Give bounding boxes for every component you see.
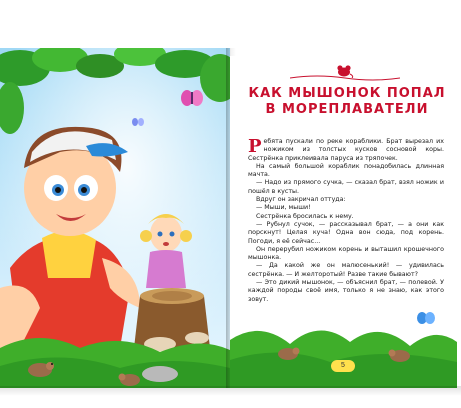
grass bbox=[0, 338, 230, 388]
rock bbox=[142, 366, 178, 382]
page-bottom-shadow bbox=[0, 386, 461, 396]
page-number: 5 bbox=[331, 360, 355, 372]
paragraph: Он перерубил ножиком корень и выташил крошечного мышонка. bbox=[248, 245, 444, 262]
paragraph: — Да какой же он малюсенький! — удивилась сестрёнка. — И желторотый! Разве такие бывают? bbox=[248, 262, 444, 278]
illustration bbox=[0, 48, 230, 388]
paragraph: — Мыши, мыши! bbox=[256, 204, 311, 212]
title-line-1: КАК МЫШОНОК ПОПАЛ bbox=[248, 86, 446, 101]
paragraph: Ребята пускали по реке кораблики. Брат вырезал их ножиком из толстых кусков сосновой коры. Сестрёнка приклеивала паруса из тряпочек. bbox=[248, 136, 444, 162]
butterfly-icon bbox=[417, 312, 435, 324]
drop-cap: Р bbox=[248, 136, 262, 157]
bottom-grass bbox=[230, 300, 457, 388]
story-text bbox=[248, 138, 444, 304]
paragraph: — Это дикий мышонок, — объяснил брат, — полевой. У каждой породы своё имя, только я не знаю, как этого зовут. bbox=[248, 279, 444, 303]
paragraph: — Надо из прямого сучка, — сказал брат, взял ножик и пошёл в кусты. bbox=[248, 179, 444, 195]
paragraph: Сестрёнка бросилась к нему. bbox=[256, 212, 354, 220]
butterfly-icon bbox=[181, 90, 203, 106]
story-title bbox=[242, 86, 452, 118]
title-line-2: В МОРЕПЛАВАТЕЛИ bbox=[265, 102, 429, 117]
paragraph: На самый большой кораблик понадобилась длинная мачта. bbox=[248, 162, 444, 179]
paragraph: — Рубнул сучок, — рассказывал брат, — а они как порскнут! Целая куча! Одна вон сюда, под корень. Погоди, я её сейчас... bbox=[248, 220, 444, 245]
text-page bbox=[230, 56, 457, 388]
title-ornament bbox=[290, 74, 400, 82]
illustration-page bbox=[0, 48, 230, 388]
paragraph: Вдруг он закричал оттуда: bbox=[256, 196, 346, 204]
